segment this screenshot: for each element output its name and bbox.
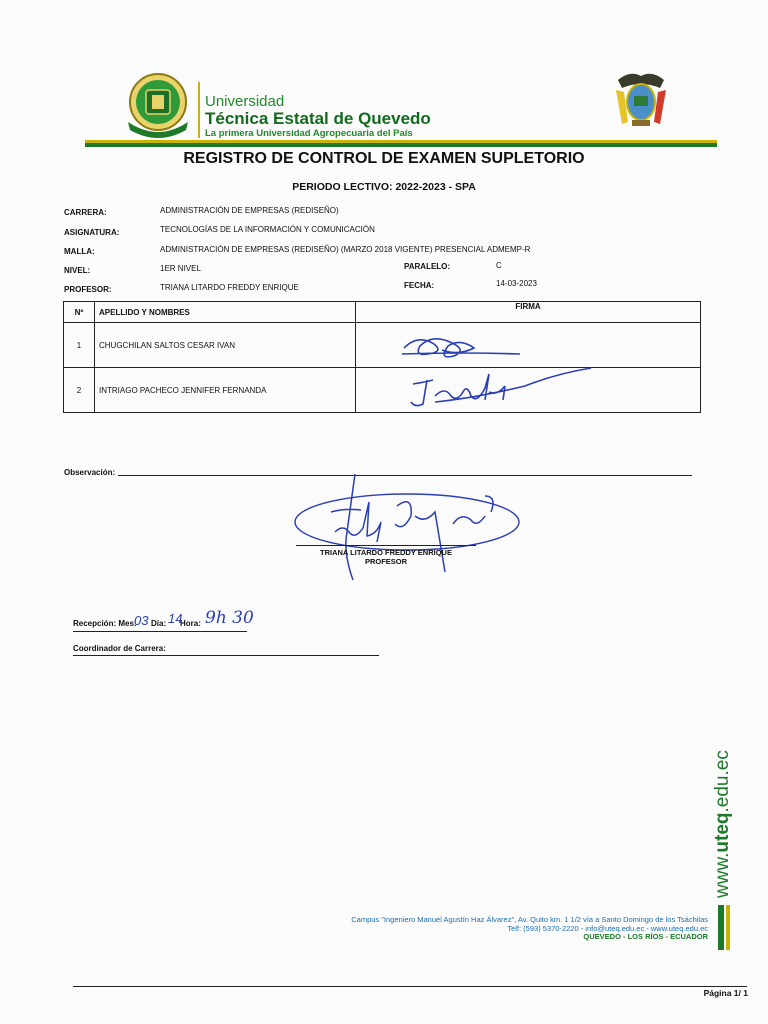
col-sign-header: FIRMA	[356, 302, 701, 323]
malla-value: ADMINISTRACIÓN DE EMPRESAS (REDISEÑO) (MARZO 2018 VIGENTE) PRESENCIAL ADMEMP-R	[160, 245, 531, 254]
asignatura-value: TECNOLOGÍAS DE LA INFORMACIÓN Y COMUNICACIÓN	[160, 225, 375, 234]
fecha-label: FECHA:	[404, 281, 435, 290]
uni-line1: Universidad	[205, 93, 285, 110]
svg-text:www.uteq.edu.ec: www.uteq.edu.ec	[712, 750, 733, 898]
footer-rule	[73, 986, 747, 987]
recepcion-hora-handwritten: 9h 30	[205, 608, 254, 628]
paralelo-value: C	[496, 261, 502, 270]
table-row	[64, 323, 701, 368]
professor-sign-line	[296, 545, 476, 546]
student-2-signature	[405, 366, 595, 412]
professor-sign-role: PROFESOR	[364, 557, 408, 566]
asignatura-label: ASIGNATURA:	[64, 228, 120, 237]
footer-address-line2: Telf: (593) 5370-2220 - info@uteq.edu.ec - www.uteq.edu.ec	[507, 923, 708, 933]
nivel-label: NIVEL:	[64, 266, 91, 275]
carrera-label: CARRERA:	[64, 208, 107, 217]
recepcion-mes-handwritten: 03	[134, 613, 149, 628]
row-num: 2	[64, 368, 95, 413]
col-name-header: APELLIDO Y NOMBRES	[95, 302, 356, 323]
professor-sign-name: TRIANA LITARDO FREDDY ENRIQUE	[320, 548, 452, 557]
table-header-row	[64, 302, 701, 323]
academic-period: PERIODO LECTIVO: 2022-2023 - SPA	[292, 181, 476, 193]
observacion-label: Observación:	[64, 468, 116, 477]
student-1-signature	[398, 328, 528, 364]
fecha-value: 14-03-2023	[496, 279, 537, 288]
footer-address-line1: Campus "Ingeniero Manuel Agustín Haz Álvarez", Av. Quito km. 1 1/2 vía a Santo Domingo de los Tsáchilas	[351, 915, 708, 924]
nivel-value: 1ER NIVEL	[160, 264, 201, 273]
website-vertical-text	[698, 730, 738, 900]
row-name: CHUGCHILAN SALTOS CESAR IVAN	[95, 323, 356, 368]
col-num-header: Nº	[64, 302, 95, 323]
uni-line2: Técnica Estatal de Quevedo	[205, 109, 431, 128]
recepcion-hora-label: Hora:	[180, 619, 201, 628]
recepcion-dia-label: Día:	[151, 619, 167, 628]
footer-address	[351, 916, 708, 942]
students-table	[63, 301, 701, 413]
university-seal-logo	[124, 70, 192, 140]
footer-bar-gold	[726, 905, 730, 950]
coat-of-arms-logo	[610, 66, 672, 132]
header-rule-green	[85, 143, 717, 147]
carrera-value: ADMINISTRACIÓN DE EMPRESAS (REDISEÑO)	[160, 206, 339, 215]
recepcion-line	[73, 631, 247, 632]
page-number: Página 1/ 1	[703, 988, 748, 998]
row-name: INTRIAGO PACHECO JENNIFER FERNANDA	[95, 368, 356, 413]
footer-address-line3: QUEVEDO - LOS RÍOS - ECUADOR	[583, 932, 708, 942]
profesor-label: PROFESOR:	[64, 285, 112, 294]
table-row	[64, 368, 701, 413]
coordinador-line	[73, 655, 379, 656]
row-num: 1	[64, 323, 95, 368]
footer-bar-green	[718, 905, 724, 950]
uni-line3: La primera Universidad Agropecuaria del País	[205, 128, 413, 139]
recepcion-dia-handwritten: 14	[168, 611, 183, 626]
recepcion-mes-label: Recepción: Mes:	[73, 619, 137, 628]
professor-signature	[285, 472, 525, 584]
header-divider	[198, 82, 200, 138]
paralelo-label: PARALELO:	[404, 262, 451, 271]
document-title: REGISTRO DE CONTROL DE EXAMEN SUPLETORIO	[183, 150, 585, 167]
coordinador-label: Coordinador de Carrera:	[73, 644, 166, 653]
university-name	[205, 94, 431, 139]
profesor-value: TRIANA LITARDO FREDDY ENRIQUE	[160, 283, 299, 292]
malla-label: MALLA:	[64, 247, 95, 256]
